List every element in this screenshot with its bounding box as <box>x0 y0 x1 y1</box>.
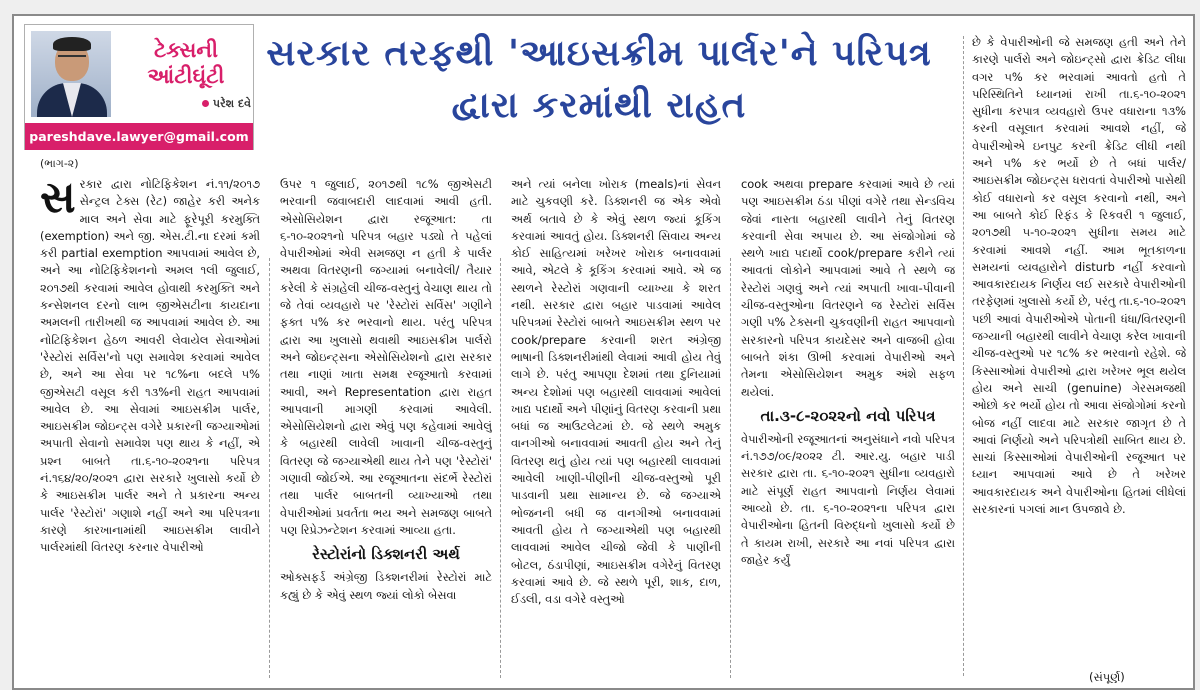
article-column-2 <box>280 176 492 681</box>
article-column-4 <box>741 176 955 681</box>
dropcap: સ <box>40 176 76 223</box>
column-3-text: અને ત્યાં બનેલા ખોરાક (meals)નાં સેવન માટે ચુકવણી કરે. ડિક્શનરી જ એક એવો અર્થ બતાવે છે કે એવું સ્થળ જ્યાં કૂકિંગ કરવામાં આવતું હોય. ડિક્શનરી સિવાય અન્ય કોઈ સાહિત્યમાં ખરેખર ખોરાક બનાવવામાં આવે, એટલે કે કૂકિંગ કરવામાં આવે. એ જ સ્થળને રેસ્ટોરાં ગણવાની વ્યાખ્યા કે શરત નથી. સરકાર દ્વારા બહાર પાડવામાં આવેલ પરિપત્રમાં રેસ્ટોરાં બાબતે આઇસક્રીમ સ્થળ પર cook/prepare કરવાની શરત અંગ્રેજી ભાષાની ડિક્શનરીમાંથી લેવામાં આવી હોય તેવું લાગે છે. પરંતુ આપણા દેશમાં તથા દુનિયામાં અન્ય દેશોમાં પણ બહારથી લાવવામાં આવેલાં ખાદ્ય પદાર્થો અને પીણાંનું વિતરણ કરવાની પ્રથા બધાં જ આઉટલેટમાં છે. જે સ્થળે અમુક વાનગીઓ બનાવવામાં આવતી હોય અને તેનું વિતરણ થતું હોય ત્યાં પણ બહારથી લાવવામાં આવેલી ખાણી-પીણીની ચીજ-વસ્તુઓ પૂરી પાડવાની પ્રથા સામાન્ય છે. જે જગ્યાએ ભોજનની બધી જ વાનગીઓ બનાવવામાં આવતી હોય તે જગ્યાએથી પણ બહારથી લાવવામાં આવેલ ચીજો જેવી કે પાણીની બોટલ, ઠંડાપીણાં, આઇસક્રીમ વગેરેનું વિતરણ કરવામાં આવે છે. જે સ્થળે પૂરી, શાક, દાળ, ઈડલી, વડા વગેરે વસ્તુઓ <box>511 177 721 607</box>
column-divider <box>500 258 502 678</box>
column-divider <box>963 36 965 676</box>
subheading-dictionary: રેસ્ટોરાંનો ડિક્શનરી અર્થ <box>312 545 460 564</box>
column-divider <box>269 258 271 678</box>
column-title: ટેક્સની આંટીઘૂંટી <box>147 38 225 88</box>
author-name-text: પરેશ દવે <box>212 97 251 110</box>
article-column-1 <box>40 176 260 681</box>
column-2b-text: ઓક્સફર્ડ અંગ્રેજી ડિક્શનરીમાં રેસ્ટોરાં માટે કહ્યું છે કે એવું સ્થળ જ્યાં લોકો બેસવા <box>280 570 492 602</box>
column-2-text: ઉપર ૧ જુલાઈ, ૨૦૧૭થી ૧૮% જીએસટી ભરવાની જવાબદારી લાદવામાં આવી હતી. એસોસિયેશન દ્વારા રજૂઆત: તા ૬-૧૦-૨૦૨૧નો પરિપત્ર બહાર પડ્યો તે પહેલાં વેપારીઓમાં એવી સમજણ ન હતી કે પાર્લર અથવા વિતરણની જગ્યામાં બનાવેલી/ તૈયાર કરેલી કે સંગ્રહેલી ચીજ-વસ્તુનું વેચાણ થાય તો જે તેવાં વ્યવહારો પર 'રેસ્ટોરાં સર્વિસ' ગણીને ફક્ત ૫% કર ભરવાનો થાય. પરંતુ પરિપત્ર દ્વારા આ ખુલાસો થવાથી આઇસક્રીમ પાર્લરો અને જોઇન્ટ્સના એસોસિયેશનો દ્વારા સરકાર તથા નાણાં ખાતા સમક્ષ રજૂઆતો કરવામાં આવી, અને Representation દ્વારા રાહત આપવાની માગણી કરવામાં આવેલી. એસોસિયેશનો દ્વારા એવું પણ કહેવામાં આવેલું કે બહારથી લાવેલી ખાવાની ચીજ-વસ્તુનું વિતરણ જે જગ્યાએથી થાય તેને પણ 'રેસ્ટોરાં' ગણાવી જોઈએ. આ રજૂઆતના સંદર્ભે રેસ્ટોરાં તથા પાર્લર બાબતની વ્યાખ્યાઓ તથા વેપારીઓમાં પ્રવર્તતા ભય અને સમજણ બાબતે પણ રિપ્રેઝન્ટેશન કરવામાં આવ્યા હતા. <box>280 177 492 537</box>
column-divider <box>730 258 732 678</box>
column-4-text: cook અથવા prepare કરવામાં આવે છે ત્યાં પણ આઇસક્રીમ ઠંડા પીણાં વગેરે તથા સેન્ડવિચ જેવાં નાસ્તા બહારથી લાવીને તેનું વિતરણ કરવાની સેવા અપાય છે. આ સંજોગોમાં જે સ્થળે ખાદ્ય પદાર્થો cook/prepare કરીને ત્યાં આવતાં લોકોને આપવામાં આવે તે સ્થળે જ રેસ્ટોરાં ગણવું અને ત્યાં અપાતી ખાવા-પીવાની ચીજ-વસ્તુઓના વિતરણને જ રેસ્ટોરાં સર્વિસ ગણી ૫% ટેક્સની ચુકવણીની રાહત આપવાનો સરકારનો પરિપત્ર કાયદેસર અને વાજબી હોવા બાબતે શંકા ઊભી કરવામાં વેપારીઓ અને તેમના એસોસિયેશન અમુક અંશે સફળ થયેલાં. <box>741 177 955 399</box>
subheading-new-circular: તા.૩-૮-૨૦૨૨નો નવો પરિપત્ર <box>760 406 936 425</box>
article-column-5 <box>972 34 1186 664</box>
column-1-text: રકાર દ્વારા નોટિફિકેશન નં.૧૧/૨૦૧૭ સેન્ટ્રલ ટેક્સ (રેટ) જાહેર કરી અનેક માલ અને સેવા માટે ફૂરેપૂરી કરમુક્તિ (exemption) અને જી. એસ.ટી.ના દરમાં કમી કરી partial exemption આપવામાં આવેલ છે, અને આ નોટિફિકેશનનો અમલ ૧લી જુલાઈ, ૨૦૧૭થી કરવામાં આવેલ હોવાથી કરમુક્તિ અને કન્સેશનલ દરનો લાભ જીએસટીના કાયદાના અમલની તારીખથી જ આપવામાં આવેલ છે. આ નોટિફિકેશન હેઠળ આવરી લેવાયેલ સેવાઓમાં 'રેસ્ટોરાં સર્વિસ'નો પણ સમાવેશ કરવામાં આવેલ છે, અને આ સેવા પર ૧૮%ના બદલે ૫% જીએસટી વસૂલ કરી ૧૩%ની રાહત આપવામાં આવેલ છે. આ સેવામાં આઇસક્રીમ પાર્લર, આઇસક્રીમ જોઇન્ટ્સ વગેરે પ્રકારની જગ્યાઓમાં અપાતી સેવાનો સમાવેશ પણ થાય કે નહીં, એ પ્રશ્ન બાબતે તા.૬-૧૦-૨૦૨૧ના પરિપત્ર નં.૧૬૪/૨૦/૨૦૨૧ દ્વારા સરકારે ખુલાસો કર્યો છે કે આઇસક્રીમ પાર્લર અને તે પ્રકારના અન્ય પાર્લર 'રેસ્ટોરાં' ગણાશે નહીં અને આ પરિપત્રના કારણે કારખાનામાંથી આઇસક્રીમ લાવીને પાર્લરમાંથી વિતરણ કરનાર વેપારીઓ <box>40 177 260 555</box>
part-label: (ભાગ-૨) <box>40 157 79 170</box>
end-mark: (સંપૂર્ણ) <box>1089 670 1125 684</box>
article-column-3 <box>511 176 721 681</box>
column-4b-text: વેપારીઓની રજૂઆતનાં અનુસંધાને નવો પરિપત્ર નં.૧૭૭/૦૯/૨૦૨૨ ટી. આર.યુ. બહાર પાડી સરકાર દ્વારા તા. ૬-૧૦-૨૦૨૧ સુધીના વ્યવહારો માટે સંપૂર્ણ રાહત આપવાનો નિર્ણય લેવામાં આવ્યો છે. તા. ૬-૧૦-૨૦૨૧ના પરિપત્ર દ્વારા વેપારીઓના હિતની વિરુદ્ધનો ખુલાસો કર્યો છે તે કાયમ રાખી, સરકારે આ નવાં પરિપત્ર દ્વારા જાહેર કર્યું <box>741 431 955 567</box>
headline: સરકાર તરફથી 'આઇસક્રીમ પાર્લર'ને પરિપત્ર દ્વારા કરમાંથી રાહત <box>266 33 932 126</box>
newspaper-page <box>12 14 1195 690</box>
author-name <box>121 97 251 111</box>
column-byline-box <box>24 24 254 150</box>
bullet-icon <box>202 100 209 107</box>
author-photo <box>31 31 111 117</box>
column-5-text: છે કે વેપારીઓની જે સમજણ હતી અને તેને કારણે પાર્લરો અને જોઇન્ટ્સો દ્વારા ક્રેડિટ લીધા વગર ૫% કર ભરવામાં આવતો હતો તે પરિસ્થિતિને ધ્યાનમાં રાખી તા.૬-૧૦-૨૦૨૧ સુધીના કરપાત્ર વ્યવહારો ઉપર વધારાના ૧૩% કરની વસૂલાત કરવામાં આવશે નહીં, જે વેપારીઓએ ઇનપુટ કરની ક્રેડિટ લીધી નથી અને ૫% કર ભર્યો છે તે બધાં પાર્લર/ આઇસક્રીમ જોઇન્ટ્સ ધરાવતાં વેપારીઓ પાસેથી કોઈ વધારાનો કર વસૂલ કરવાનો નથી, અને આ બાબતે કોઈ રિફંડ કે રિકવરી ૧ જુલાઈ, ૨૦૧૭થી ૫-૧૦-૨૦૨૧ સુધીના સમય માટે કરવામાં આવશે નહીં. આમ ભૂતકાળના સમયનાં વ્યવહારોને disturb નહીં કરવાનો આવકારદાયક નિર્ણય લઈ સરકારે વેપારીઓની તરફેણમાં ખુલાસો કર્યો છે, પરંતુ તા.૬-૧૦-૨૦૨૧ પછી આવાં વેપારીઓએ પોતાની ધંધા/વિતરણની જગ્યાની બહારથી લાવીને વેચાણ કરેલ ખાવાની ચીજ-વસ્તુઓ પર ૧૮% કર ભરવાનો રહેશે. જે કિસ્સાઓમાં વેપારીઓ દ્વારા ખરેખર ભૂલ થયેલ હોય અને સાચી (genuine) ગેરસમજથી ઓછો કર ભર્યો હોય તો આવા સંજોગોમાં કરનો બોજ નહીં લાદવા માટે સરકાર જાગૃત છે તે આવાં નિર્ણયો અને પરિપત્રોથી સાબિત થાય છે. સાચાં કિસ્સાઓમાં વેપારીઓની રજૂઆત પર ધ્યાન આપવામાં આવે છે તે ખરેખર આવકારદાયક અને વેપારીઓના હિતમાં લીધેલાં સરકારનાં પગલાં માન ઉપજાવે છે. <box>972 35 1186 517</box>
author-email: pareshdave.lawyer@gmail.com <box>25 123 253 150</box>
